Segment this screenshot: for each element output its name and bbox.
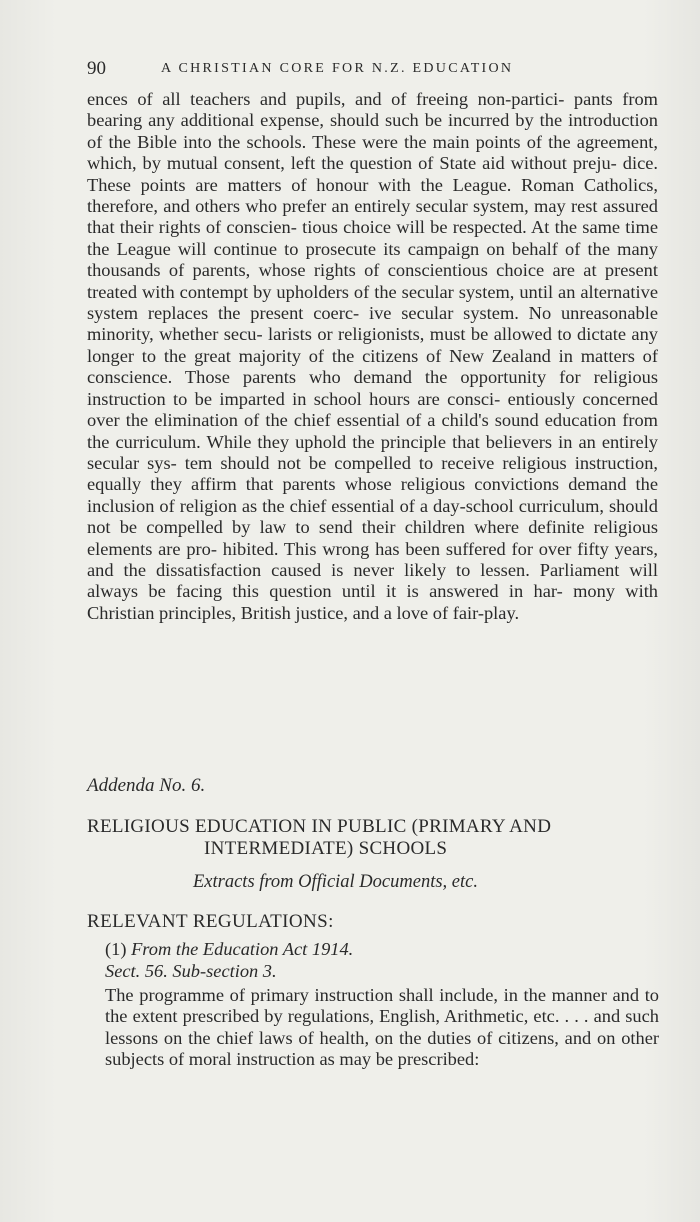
act-reference xyxy=(105,939,353,960)
section-heading-line-1: RELIGIOUS EDUCATION IN PUBLIC (PRIMARY AND xyxy=(87,816,552,837)
section-heading-line-2: INTERMEDIATE) SCHOOLS xyxy=(204,838,448,859)
page-number: 90 xyxy=(87,58,106,79)
act-title: From the Education Act 1914. xyxy=(131,939,354,959)
running-title: A CHRISTIAN CORE FOR N.Z. EDUCATION xyxy=(161,61,514,76)
body-paragraph: ences of all teachers and pupils, and of freeing non-partici- pants from bearing any additional expense, should such be incurred by the introduction of the Bible into the schools. These were the main points of the agreement, which, by mutual consent, left the question of State aid without preju- dice. These points are matters of honour with the League. Roman Catholics, therefore, and others who prefer an entirely secular system, may rest assured that their rights of conscien- tious choice will be respected. At the same time the League will continue to prosecute its campaign on behalf of the many thousands of parents, whose rights of conscientious choice are at present treated with contempt by upholders of the secular system, until an alternative system replaces the present coerc- ive secular system. No unreasonable minority, whether secu- larists or religionists, must be allowed to dictate any longer to the great majority of the citizens of New Zealand in matters of conscience. Those parents who demand the opportunity for religious instruction to be imparted in school hours are consci- entiously concerned over the elimination of the chief essential of a child's sound education from the curriculum. While they uphold the principle that believers in an entirely secular sys- tem should not be compelled to receive religious instruction, equally they affirm that parents whose religious convictions demand the inclusion of religion as the chief essential of a day-school curriculum, should not be compelled by law to send their children where definite religious elements are pro- hibited. This wrong has been suffered for over fifty years, and the dissatisfaction caused is never likely to lessen. Parliament will always be facing this question until it is answered in har- mony with Christian principles, British justice, and a love of fair-play. xyxy=(87,89,658,623)
extracts-subtitle: Extracts from Official Documents, etc. xyxy=(193,872,478,892)
act-number: (1) xyxy=(105,939,127,959)
relevant-regulations-heading: RELEVANT REGULATIONS: xyxy=(87,911,334,932)
section-reference: Sect. 56. Sub-section 3. xyxy=(105,961,277,981)
programme-paragraph: The programme of primary instruction shall include, in the manner and to the extent prescribed by regulations, English, Arithmetic, etc. . . . and such lessons on the chief laws of health, on the duties of citizens, and on other subjects of moral instruction as may be prescribed: xyxy=(105,985,659,1070)
page-header xyxy=(87,58,667,82)
section-heading xyxy=(87,816,667,860)
addenda-label: Addenda No. 6. xyxy=(87,775,206,796)
